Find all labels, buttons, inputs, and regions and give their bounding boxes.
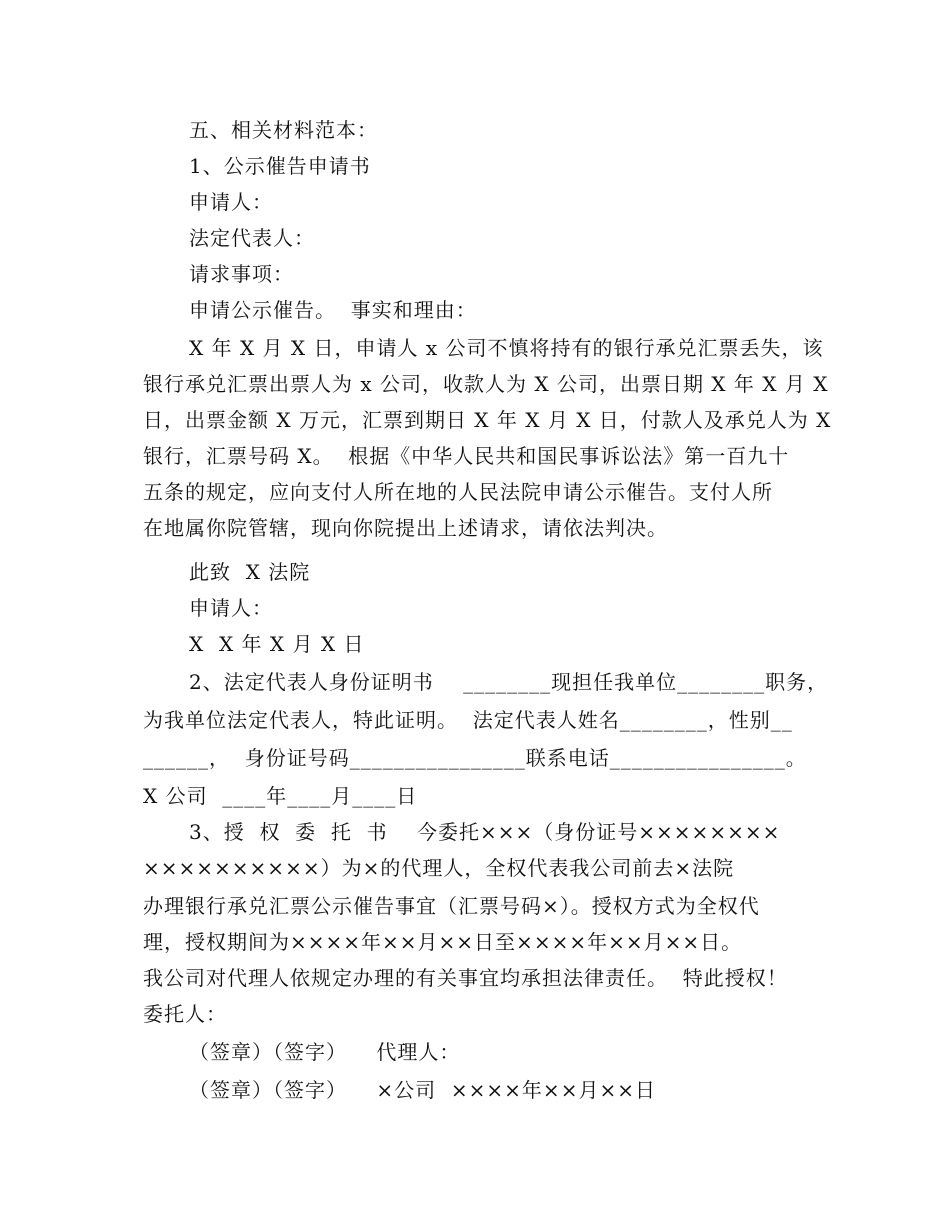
section-title: 五、相关材料范本： [189,118,378,142]
application-date: X X 年 X 月 X 日 [189,632,365,656]
legal-rep-label: 法定代表人： [189,226,315,250]
item2-line: 为我单位法定代表人，特此证明。 法定代表人姓名________，性别__ [143,708,793,732]
item3-line: 理，授权期间为××××年××月××日至××××年××月××日。 [143,930,743,954]
item2-line: ______， 身份证号码________________联系电话________________。 [143,746,807,770]
item1-title: 1、公示催告申请书 [189,154,371,178]
item3-line: 办理银行承兑汇票公示催告事宜（汇票号码×）。授权方式为全权代 [143,894,760,918]
request-label: 请求事项： [189,262,294,286]
signature-line: （签章）（签字） 代理人： [189,1040,461,1064]
signature-line: （签章）（签字） ×公司 ××××年××月××日 [189,1078,656,1102]
item2-line: X 公司 ____年____月____日 [143,784,418,808]
item3-line: 委托人： [143,1002,227,1026]
request-and-facts: 申请公示催告。 事实和理由： [189,298,477,322]
item2-line: 2、法定代表人身份证明书 ________现担任我单位________职务， [189,670,829,694]
item3-line: ××××××××××）为×的代理人，全权代表我公司前去×法院 [143,856,735,880]
body-line: X 年 X 月 X 日，申请人 x 公司不慎将持有的银行承兑汇票丢失，该 [189,336,824,360]
body-line: 日，出票金额 X 万元，汇票到期日 X 年 X 月 X 日，付款人及承兑人为 X [143,408,832,432]
body-line: 在地属你院管辖，现向你院提出上述请求，请依法判决。 [143,516,668,540]
item3-line: 我公司对代理人依规定办理的有关事宜均承担法律责任。 特此授权！ [143,966,788,990]
body-line: 银行承兑汇票出票人为 x 公司，收款人为 X 公司，出票日期 X 年 X 月 X [143,372,829,396]
applicant-label: 申请人： [189,190,273,214]
item3-line: 3、授 权 委 托 书 今委托×××（身份证号×××××××× [189,820,781,844]
applicant-signature: 申请人： [189,596,273,620]
body-line: 银行，汇票号码 X。 根据《中华人民共和国民事诉讼法》第一百九十 [143,444,790,468]
body-line: 五条的规定，应向支付人所在地的人民法院申请公示催告。支付人所 [143,480,773,504]
to-court: 此致 X 法院 [189,560,311,584]
